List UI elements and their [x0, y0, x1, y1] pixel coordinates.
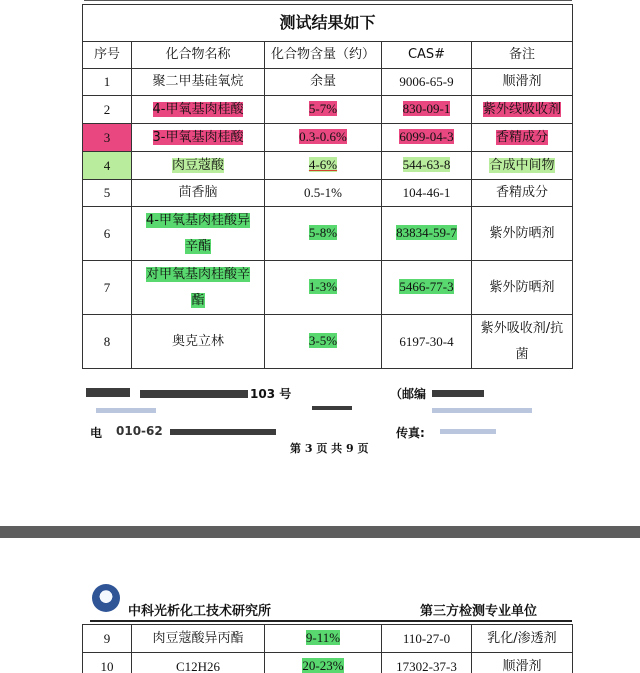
row-no: 6 [83, 207, 132, 261]
table-row [83, 653, 573, 673]
row-cas: 5466-77-3 [399, 279, 454, 294]
header-cas: CAS# [382, 42, 472, 69]
postcode-label: （邮编 [390, 387, 427, 401]
row-cas: 17302-37-3 [382, 653, 472, 673]
row-note: 紫外吸收剂/抗菌 [472, 315, 573, 369]
header-rule [90, 620, 572, 622]
row-content: 9-11% [305, 630, 341, 645]
row-note: 乳化/渗透剂 [472, 625, 573, 653]
table-row [83, 180, 573, 207]
table-title: 测试结果如下 [83, 5, 573, 42]
redaction-mark [140, 390, 248, 398]
row-no: 8 [83, 315, 132, 369]
row-note: 香精成分 [495, 129, 548, 145]
table-row [83, 152, 573, 180]
row-note: 顺滑剂 [472, 69, 573, 96]
row-name: 肉豆蔻酸 [171, 157, 224, 173]
row-cas: 110-27-0 [382, 625, 472, 653]
phone-number: 010-62 [116, 424, 163, 438]
row-content: 0.3-0.6% [299, 129, 347, 144]
table-row [83, 261, 573, 315]
address-text: 103 号 [250, 387, 292, 401]
row-cas: 6099-04-3 [399, 129, 454, 144]
page-number: 第 3 页 共 9 页 [290, 442, 369, 455]
row-content: 1-3% [308, 279, 338, 294]
table-row [83, 69, 573, 96]
table-row [83, 315, 573, 369]
table-header-row [83, 42, 573, 69]
row-name: 4-甲氧基肉桂酸异辛酯 [146, 212, 250, 254]
redaction-mark [86, 388, 130, 397]
row-cas: 104-46-1 [382, 180, 472, 207]
redaction-mark [432, 390, 484, 397]
row-note: 紫外线吸收剂 [482, 101, 561, 117]
row-note: 顺滑剂 [472, 653, 573, 673]
header-no: 序号 [83, 42, 132, 69]
row-content: 20-23% [302, 658, 344, 673]
document-page-4 [0, 538, 640, 673]
row-cas: 6197-30-4 [382, 315, 472, 369]
row-content: 余量 [265, 69, 382, 96]
row-name: 奥克立林 [132, 315, 265, 369]
row-no: 5 [83, 180, 132, 207]
table-row [83, 124, 573, 152]
row-no: 3 [83, 124, 132, 152]
institute-tagline: 第三方检测专业单位 [420, 604, 538, 619]
institute-logo [92, 584, 120, 612]
row-cas: 83834-59-7 [396, 225, 457, 240]
fax-label: 传真: [396, 426, 425, 440]
redaction-mark [312, 406, 352, 410]
row-content: 5-8% [308, 225, 338, 240]
results-table [82, 4, 573, 369]
institute-name: 中科光析化工技术研究所 [128, 604, 272, 619]
row-name: 肉豆蔻酸异丙酯 [132, 625, 265, 653]
row-note: 合成中间物 [489, 157, 555, 173]
row-no: 10 [83, 653, 132, 673]
row-no: 1 [83, 69, 132, 96]
row-name: 4-甲氧基肉桂酸 [152, 101, 244, 117]
row-name: C12H26 [132, 653, 265, 673]
row-note: 香精成分 [472, 180, 573, 207]
row-content: 3-5% [308, 333, 338, 348]
row-cas: 9006-65-9 [382, 69, 472, 96]
phone-label: 电 [90, 426, 103, 440]
row-name: 对甲氧基肉桂酸辛酯 [145, 266, 250, 308]
row-cas: 830-09-1 [402, 101, 451, 116]
row-no: 9 [83, 625, 132, 653]
row-content: 4-6% [308, 157, 338, 172]
row-no: 2 [83, 96, 132, 124]
row-no: 4 [83, 152, 132, 180]
row-name: 聚二甲基硅氧烷 [132, 69, 265, 96]
row-cas: 544-63-8 [402, 157, 451, 172]
page-top-border [84, 0, 572, 1]
table-title-row [83, 5, 573, 42]
results-table-continued [82, 624, 573, 673]
table-row [83, 625, 573, 653]
row-content: 5-7% [308, 101, 338, 116]
row-name: 茴香脑 [132, 180, 265, 207]
redaction-mark [96, 408, 156, 413]
row-content: 0.5-1% [265, 180, 382, 207]
row-no: 7 [83, 261, 132, 315]
row-note: 紫外防晒剂 [472, 261, 573, 315]
table-row [83, 207, 573, 261]
header-note: 备注 [472, 42, 573, 69]
table-row [83, 96, 573, 124]
redaction-mark [440, 429, 496, 434]
header-content: 化合物含量（约） [265, 42, 382, 69]
header-name: 化合物名称 [132, 42, 265, 69]
redaction-mark [432, 408, 532, 413]
row-name: 3-甲氧基肉桂酸 [152, 129, 244, 145]
row-note: 紫外防晒剂 [472, 207, 573, 261]
redaction-mark [170, 429, 276, 435]
page-divider [0, 526, 640, 538]
